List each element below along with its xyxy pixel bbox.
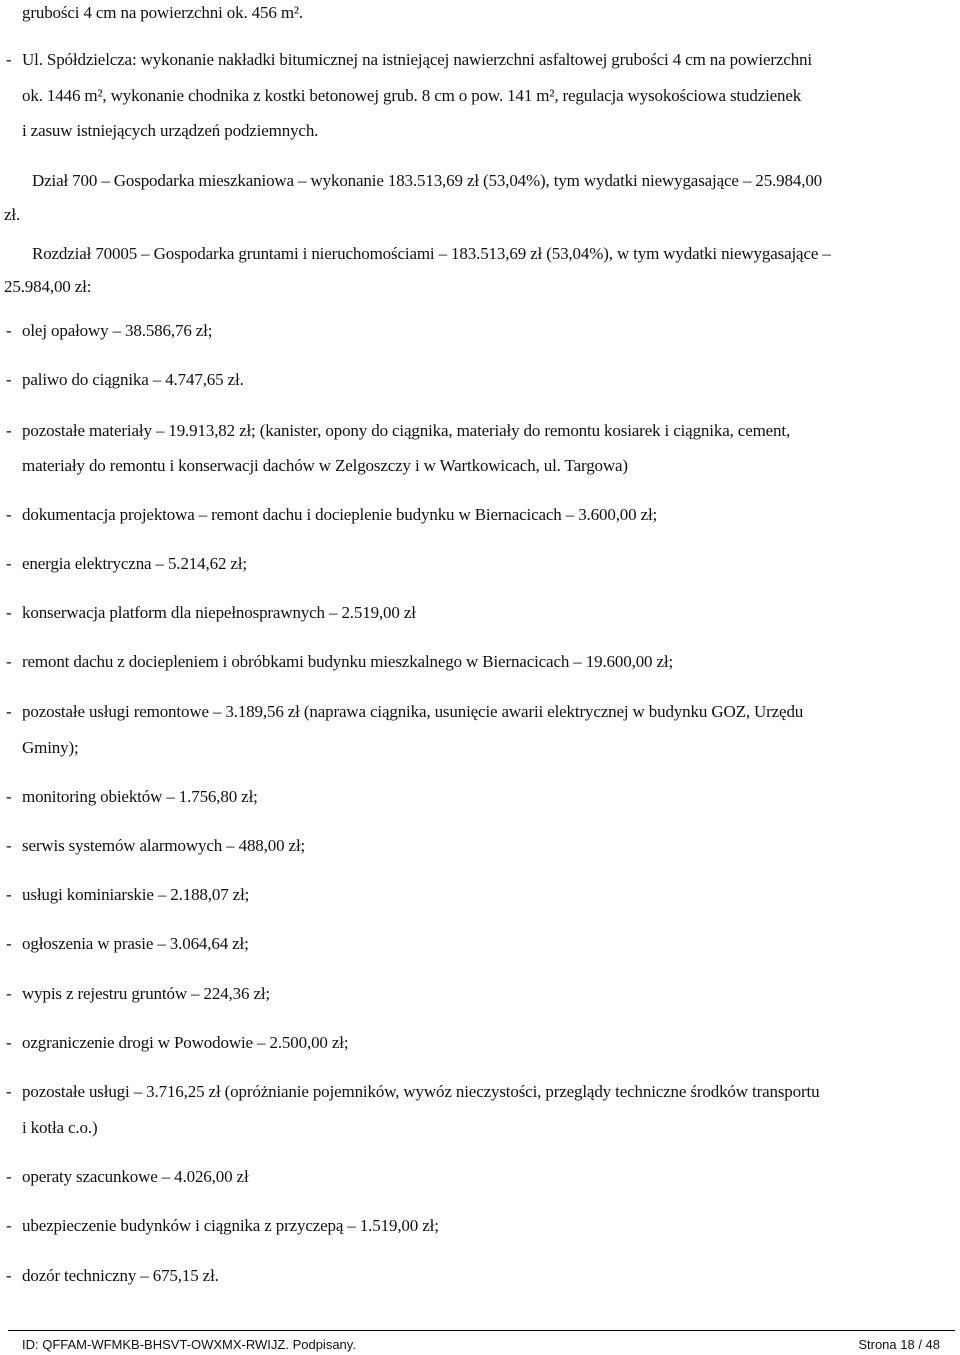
paragraph-line: Ul. Spółdzielcza: wykonanie nakładki bitumicznej na istniejącej nawierzchni asfaltowej grubości 4 cm na powierzchni	[22, 50, 812, 69]
list-item: i kotła c.o.)	[22, 1118, 98, 1137]
paragraph-line: grubości 4 cm na powierzchni ok. 456 m².	[22, 3, 303, 22]
paragraph-line: i zasuw istniejących urządzeń podziemnych.	[22, 121, 319, 140]
list-item: operaty szacunkowe – 4.026,00 zł	[22, 1167, 249, 1186]
section-heading-dzial: Dział 700 – Gospodarka mieszkaniowa – wykonanie 183.513,69 zł (53,04%), tym wydatki niewygasające – 25.984,00	[32, 171, 823, 190]
list-item: pozostałe usługi – 3.716,25 zł (opróżnianie pojemników, wywóz nieczystości, przeglądy techniczne środków transportu	[22, 1082, 820, 1101]
section-heading-rozdzial: Rozdział 70005 – Gospodarka gruntami i nieruchomościami – 183.513,69 zł (53,04%), w tym wydatki niewygasające –	[32, 244, 831, 263]
list-bullet: -	[6, 1082, 12, 1101]
list-item: ozgraniczenie drogi w Powodowie – 2.500,00 zł;	[22, 1033, 349, 1052]
list-item: serwis systemów alarmowych – 488,00 zł;	[22, 836, 306, 855]
list-item: dozór techniczny – 675,15 zł.	[22, 1266, 219, 1285]
list-bullet: -	[6, 1167, 12, 1186]
list-bullet: -	[6, 421, 12, 440]
footer-divider	[8, 1330, 955, 1331]
list-item: monitoring obiektów – 1.756,80 zł;	[22, 787, 258, 806]
list-item: pozostałe usługi remontowe – 3.189,56 zł (naprawa ciągnika, usunięcie awarii elektrycznej w budynku GOZ, Urzędu	[22, 702, 804, 721]
list-bullet: -	[6, 603, 12, 622]
section-heading-dzial-cont: zł.	[4, 205, 21, 224]
list-item: remont dachu z dociepleniem i obróbkami budynku mieszkalnego w Biernacicach – 19.600,00 zł;	[22, 652, 674, 671]
list-bullet: -	[6, 50, 12, 69]
list-item: ubezpieczenie budynków i ciągnika z przyczepą – 1.519,00 zł;	[22, 1216, 439, 1235]
paragraph-line: ok. 1446 m², wykonanie chodnika z kostki betonowej grub. 8 cm o pow. 141 m², regulacja wysokościowa studzienek	[22, 86, 802, 105]
list-item: materiały do remontu i konserwacji dachów w Zelgoszczy i w Wartkowicach, ul. Targowa)	[22, 456, 628, 475]
list-item: paliwo do ciągnika – 4.747,65 zł.	[22, 370, 244, 389]
list-bullet: -	[6, 554, 12, 573]
list-bullet: -	[6, 934, 12, 953]
section-heading-rozdzial-cont: 25.984,00 zł:	[4, 277, 92, 296]
list-item: energia elektryczna – 5.214,62 zł;	[22, 554, 247, 573]
list-bullet: -	[6, 652, 12, 671]
list-bullet: -	[6, 836, 12, 855]
list-bullet: -	[6, 787, 12, 806]
list-item: dokumentacja projektowa – remont dachu i docieplenie budynku w Biernacicach – 3.600,00 zł;	[22, 505, 658, 524]
list-item: usługi kominiarskie – 2.188,07 zł;	[22, 885, 250, 904]
list-item: pozostałe materiały – 19.913,82 zł; (kanister, opony do ciągnika, materiały do remontu kosiarek i ciągnika, cement,	[22, 421, 791, 440]
list-bullet: -	[6, 702, 12, 721]
list-bullet: -	[6, 321, 12, 340]
footer-page-number: Strona 18 / 48	[858, 1337, 940, 1352]
list-item: olej opałowy – 38.586,76 zł;	[22, 321, 213, 340]
list-bullet: -	[6, 1266, 12, 1285]
list-item: wypis z rejestru gruntów – 224,36 zł;	[22, 984, 270, 1003]
list-item: Gminy);	[22, 738, 79, 757]
list-bullet: -	[6, 1033, 12, 1052]
list-item: ogłoszenia w prasie – 3.064,64 zł;	[22, 934, 249, 953]
list-bullet: -	[6, 370, 12, 389]
list-bullet: -	[6, 885, 12, 904]
list-item: konserwacja platform dla niepełnosprawnych – 2.519,00 zł	[22, 603, 416, 622]
list-bullet: -	[6, 1216, 12, 1235]
list-bullet: -	[6, 984, 12, 1003]
footer-document-id: ID: QFFAM-WFMKB-BHSVT-OWXMX-RWIJZ. Podpisany.	[22, 1337, 356, 1352]
list-bullet: -	[6, 505, 12, 524]
